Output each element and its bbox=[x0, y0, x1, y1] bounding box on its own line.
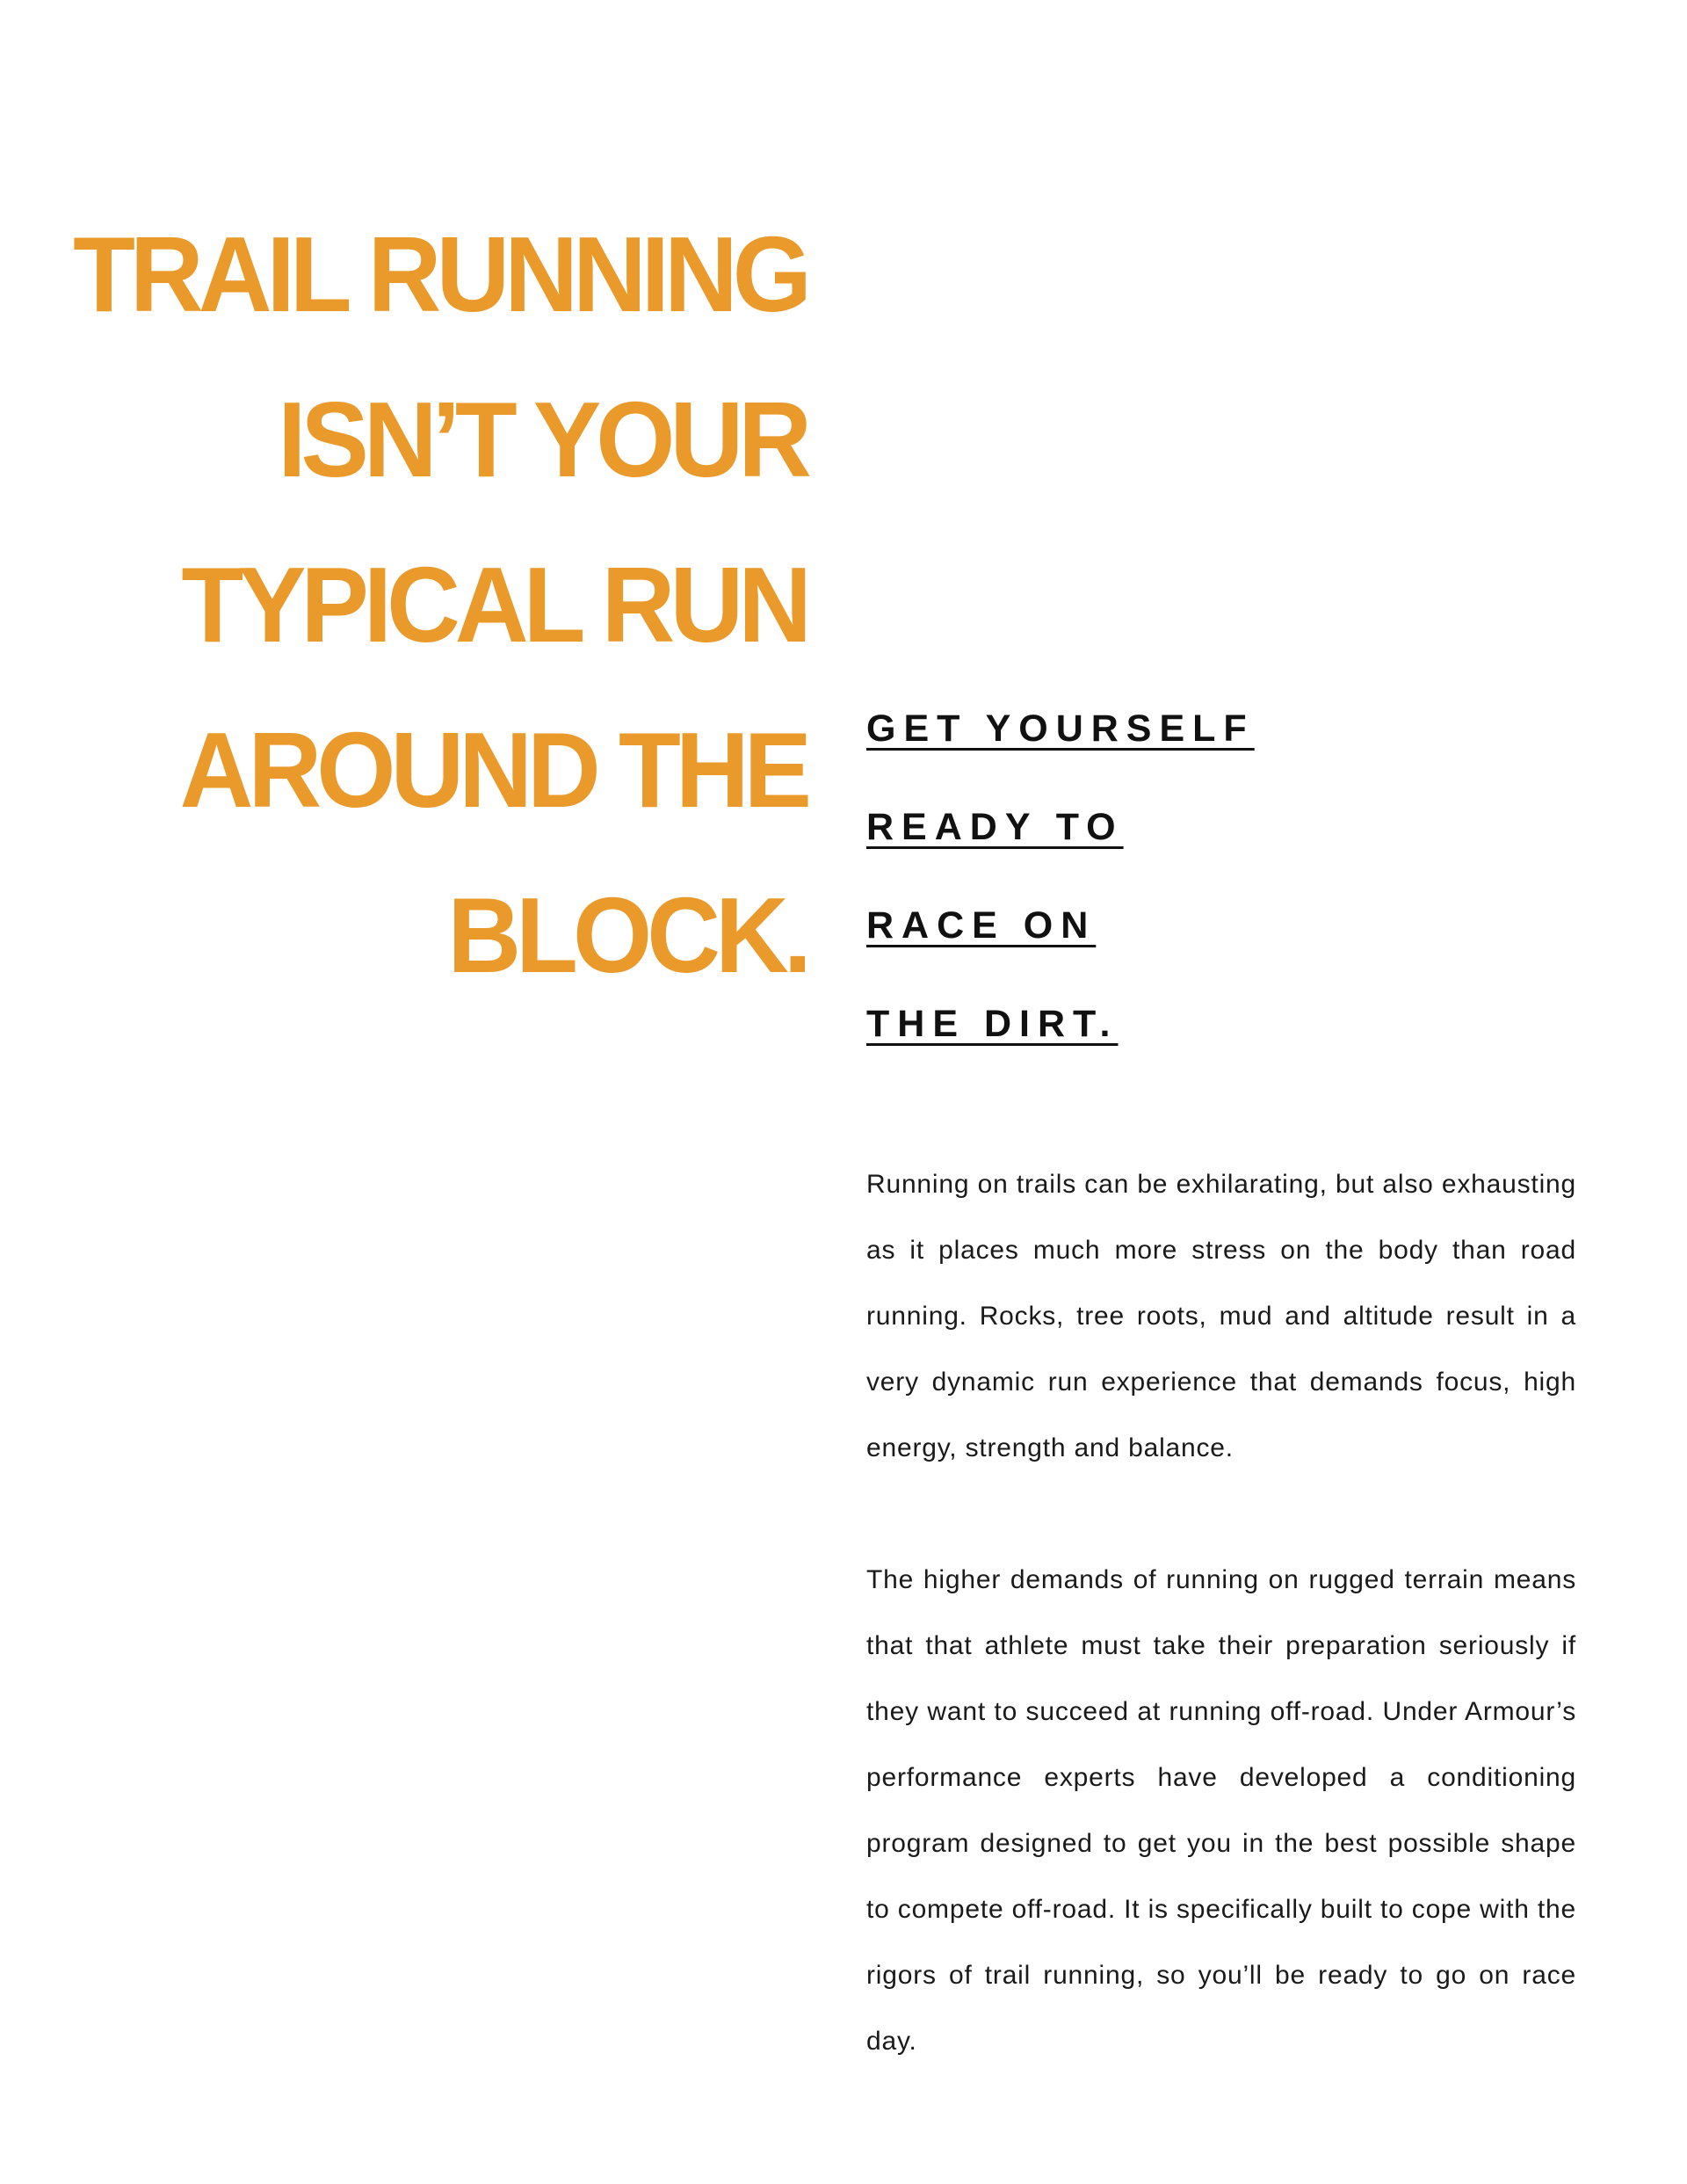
body-paragraph: The higher demands of running on rugged terrain means that that athlete must take their preparation seriously if they want to succeed at running off-road. Under Armour’s performance experts have developed a conditioning program designed to get you in the best possible shape to compete off-road. It is specifically built to cope with the rigors of trail running, so you’ll be ready to go on race day. bbox=[866, 1565, 1576, 2056]
subheading-line bbox=[866, 806, 1255, 904]
subheading-text: GET YOURSELF bbox=[866, 707, 1255, 750]
subheading-text: RACE ON bbox=[866, 904, 1097, 947]
headline bbox=[73, 192, 807, 1018]
body-text bbox=[866, 1151, 1576, 2140]
subheading-line bbox=[866, 904, 1255, 1003]
headline-line: ISN’T YOUR bbox=[278, 379, 807, 500]
subheading-text: THE DIRT. bbox=[866, 1003, 1119, 1045]
headline-line: BLOCK. bbox=[447, 874, 807, 996]
subheading-line bbox=[866, 1003, 1255, 1101]
subheading-text: READY TO bbox=[866, 806, 1124, 848]
subheading bbox=[866, 707, 1255, 1101]
subheading-line bbox=[866, 707, 1255, 806]
headline-line: TRAIL RUNNING bbox=[73, 214, 807, 335]
headline-line: AROUND THE bbox=[179, 709, 807, 831]
body-paragraph: Running on trails can be exhilarating, but also exhausting as it places much more stress on the body than road running. Rocks, tree roots, mud and altitude result in a very dynamic run experience that demands focus, high energy, strength and balance. bbox=[866, 1170, 1576, 1462]
headline-line: TYPICAL RUN bbox=[181, 544, 807, 665]
